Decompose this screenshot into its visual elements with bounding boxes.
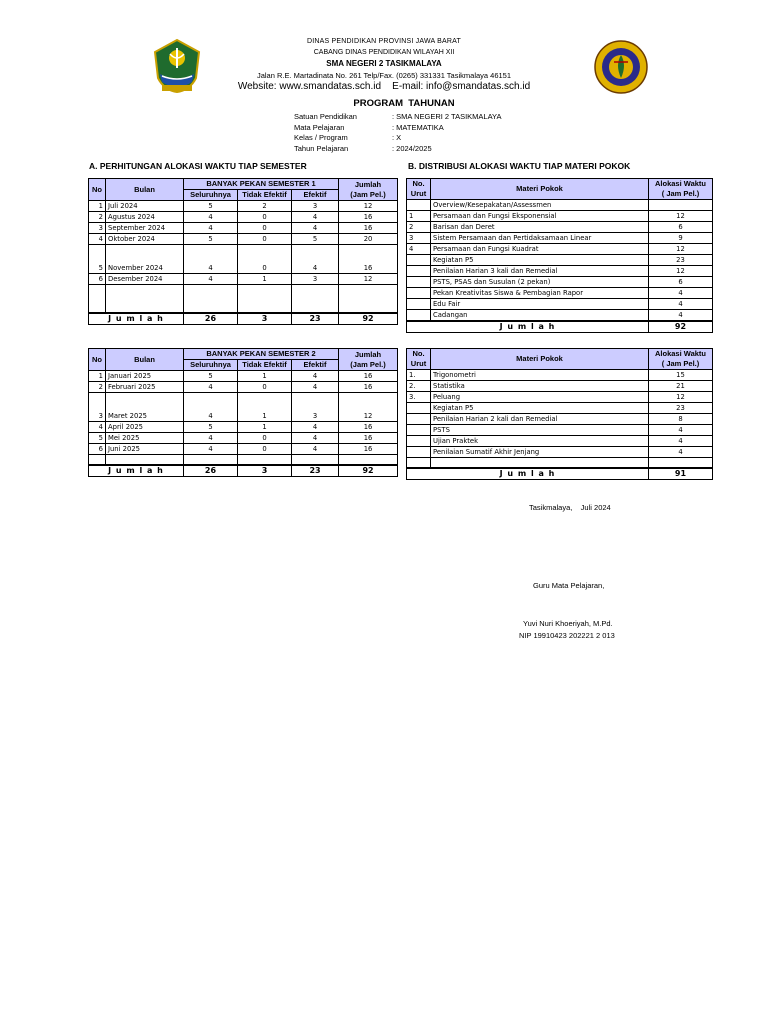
table-cell: 2 (238, 201, 292, 212)
table-cell: Barisan dan Deret (431, 222, 649, 233)
table-cell: 3. (407, 392, 431, 403)
table-row (89, 234, 398, 245)
table-cell: 4 (184, 382, 238, 393)
table-cell: PSTS, PSAS dan Susulan (2 pekan) (431, 277, 649, 288)
table-cell (649, 458, 713, 469)
table-cell (89, 402, 106, 411)
table-row (407, 436, 713, 447)
table-row (89, 382, 398, 393)
total-label: J u m l a h (89, 465, 184, 477)
total-row (89, 313, 398, 325)
table-cell: 6 (89, 444, 106, 455)
table-cell: 3 (89, 411, 106, 422)
table-row (407, 255, 713, 266)
table-cell: 16 (339, 212, 398, 223)
table-row (407, 425, 713, 436)
table-cell (407, 288, 431, 299)
table-cell (407, 277, 431, 288)
table-cell: 0 (238, 212, 292, 223)
table-row (407, 447, 713, 458)
col-banyak-pekan: BANYAK PEKAN SEMESTER 2 (184, 349, 339, 360)
table-cell (339, 402, 398, 411)
page-title: PROGRAM TAHUNAN (353, 98, 455, 109)
table-cell (407, 403, 431, 414)
table-cell: 4 (649, 299, 713, 310)
table-cell: 1 (238, 371, 292, 382)
table-cell (339, 303, 398, 313)
table-row (89, 371, 398, 382)
total-value: 26 (184, 465, 238, 477)
table-cell: 4 (184, 263, 238, 274)
table-cell: Persamaan dan Fungsi Kuadrat (431, 244, 649, 255)
table-cell: Persamaan dan Fungsi Eksponensial (431, 211, 649, 222)
table-cell (184, 303, 238, 313)
signature-role: Guru Mata Pelajaran, (533, 581, 605, 590)
table-cell (238, 294, 292, 303)
table-cell: 4 (292, 371, 339, 382)
table-cell: 1 (238, 411, 292, 422)
table-cell: 4 (184, 444, 238, 455)
table-row (407, 233, 713, 244)
table-cell (106, 285, 184, 295)
table-cell: Agustus 2024 (106, 212, 184, 223)
table-cell (89, 285, 106, 295)
col-materi-pokok: Materi Pokok (431, 179, 649, 200)
table-cell: Penilaian Harian 3 kali dan Remedial (431, 266, 649, 277)
table-cell: 5 (89, 433, 106, 444)
table-cell: 0 (238, 234, 292, 245)
col-alokasi: Alokasi Waktu ( Jam Pel.) (649, 349, 713, 370)
table-cell (292, 245, 339, 255)
table-cell: 23 (649, 255, 713, 266)
semester1-allocation-table (88, 178, 398, 325)
table-cell: 16 (339, 433, 398, 444)
table-cell: 1 (89, 201, 106, 212)
table-cell: 16 (339, 263, 398, 274)
table-cell (649, 200, 713, 211)
semester1-materi-table (406, 178, 713, 333)
total-row (407, 468, 713, 480)
col-alokasi: Alokasi Waktu ( Jam Pel.) (649, 179, 713, 200)
table-cell (89, 245, 106, 255)
table-cell: Statistika (431, 381, 649, 392)
table-cell: 1 (238, 274, 292, 285)
table-row (407, 266, 713, 277)
col-jumlah: Jumlah (Jam Pel.) (339, 349, 398, 371)
table-cell (407, 436, 431, 447)
table-cell: Juli 2024 (106, 201, 184, 212)
table-cell (89, 455, 106, 466)
table-cell: 20 (339, 234, 398, 245)
signature-name: Yuvi Nuri Khoeriyah, M.Pd. (523, 619, 613, 628)
table-cell: 4 (184, 212, 238, 223)
table-cell: September 2024 (106, 223, 184, 234)
table-row (89, 444, 398, 455)
table-cell: 5 (184, 201, 238, 212)
table-cell: 12 (649, 266, 713, 277)
total-value: 26 (184, 313, 238, 325)
total-value: 23 (292, 313, 339, 325)
table-cell: 3 (89, 223, 106, 234)
table-cell: 4 (407, 244, 431, 255)
table-cell: 2 (89, 212, 106, 223)
table-row (89, 455, 398, 466)
col-tidak-efektif: Tidak Efektif (238, 360, 292, 371)
table-row (407, 244, 713, 255)
table-cell: Kegiatan P5 (431, 255, 649, 266)
col-materi-pokok: Materi Pokok (431, 349, 649, 370)
table-cell: 4 (649, 288, 713, 299)
table-cell: 4 (292, 444, 339, 455)
table-cell (292, 285, 339, 295)
table-row (89, 402, 398, 411)
table-cell: 1 (238, 422, 292, 433)
total-value: 3 (238, 465, 292, 477)
total-label: J u m l a h (407, 321, 649, 333)
table-cell: 3 (292, 274, 339, 285)
table-row (89, 393, 398, 403)
signature-nip: NIP 19910423 202221 2 013 (519, 631, 615, 640)
table-cell: 6 (89, 274, 106, 285)
total-value: 3 (238, 313, 292, 325)
section-a-title: A. PERHITUNGAN ALOKASI WAKTU TIAP SEMESTER (89, 161, 307, 171)
table-cell: 16 (339, 371, 398, 382)
table-cell: 12 (649, 392, 713, 403)
table-cell: 16 (339, 422, 398, 433)
table-cell (89, 254, 106, 263)
table-cell: 4 (292, 422, 339, 433)
total-value: 92 (649, 321, 713, 333)
table-cell: 0 (238, 433, 292, 444)
table-cell (339, 245, 398, 255)
table-cell: Sistem Persamaan dan Pertidaksamaan Linear (431, 233, 649, 244)
table-cell: Oktober 2024 (106, 234, 184, 245)
total-label: J u m l a h (407, 468, 649, 480)
table-row (89, 263, 398, 274)
table-cell (184, 285, 238, 295)
table-cell (292, 402, 339, 411)
table-row (89, 285, 398, 295)
table-cell: 16 (339, 223, 398, 234)
table-row (89, 212, 398, 223)
table-cell (184, 393, 238, 403)
table-cell: 2 (407, 222, 431, 233)
table-cell: Pekan Kreativitas Siswa & Pembagian Rapor (431, 288, 649, 299)
table-cell: Trigonometri (431, 370, 649, 381)
table-cell (339, 254, 398, 263)
table-cell (407, 447, 431, 458)
table-cell: 4 (184, 411, 238, 422)
header-address: Jalan R.E. Martadinata No. 261 Telp/Fax. (0265) 331331 Tasikmalaya 46151 (256, 71, 512, 80)
table-cell: Overview/Kesepakatan/Assessmen (431, 200, 649, 211)
table-row (89, 223, 398, 234)
table-cell (339, 455, 398, 466)
header-contact: Website: www.smandatas.sch.id E-mail: info@smandatas.sch.id (237, 81, 531, 92)
table-cell (407, 414, 431, 425)
table-row (89, 433, 398, 444)
table-cell: 0 (238, 263, 292, 274)
table-cell: 5 (292, 234, 339, 245)
table-cell: 1. (407, 370, 431, 381)
table-cell: 2. (407, 381, 431, 392)
table-cell (407, 200, 431, 211)
table-cell: 4 (89, 234, 106, 245)
table-cell (106, 294, 184, 303)
table-cell (238, 402, 292, 411)
table-cell: 23 (649, 403, 713, 414)
table-cell (292, 303, 339, 313)
table-cell: Penilaian Sumatif Akhir Jenjang (431, 447, 649, 458)
table-cell: 4 (292, 263, 339, 274)
table-cell: Kegiatan P5 (431, 403, 649, 414)
col-no: No (89, 349, 106, 371)
table-cell: Edu Fair (431, 299, 649, 310)
table-cell (292, 393, 339, 403)
info-block (294, 112, 501, 154)
table-cell: 4 (184, 223, 238, 234)
table-cell: 6 (649, 222, 713, 233)
table-row (89, 303, 398, 313)
table-cell (184, 455, 238, 466)
table-cell: 4 (292, 433, 339, 444)
table-cell: PSTS (431, 425, 649, 436)
table-cell (106, 303, 184, 313)
table-cell: 3 (407, 233, 431, 244)
table-cell: Januari 2025 (106, 371, 184, 382)
table-cell: 0 (238, 444, 292, 455)
table-cell: 4 (292, 212, 339, 223)
table-row (89, 201, 398, 212)
table-cell (106, 393, 184, 403)
table-cell (184, 294, 238, 303)
table-cell (431, 458, 649, 469)
table-cell (407, 255, 431, 266)
table-cell (106, 254, 184, 263)
total-value: 92 (339, 313, 398, 325)
table-cell: Juni 2025 (106, 444, 184, 455)
table-cell: 12 (649, 211, 713, 222)
table-cell: 16 (339, 382, 398, 393)
table-cell: 0 (238, 382, 292, 393)
table-cell (339, 294, 398, 303)
total-value: 91 (649, 468, 713, 480)
table-row (407, 277, 713, 288)
table-cell: 4 (649, 310, 713, 322)
col-efektif: Efektif (292, 360, 339, 371)
table-cell: 8 (649, 414, 713, 425)
total-value: 92 (339, 465, 398, 477)
col-efektif: Efektif (292, 190, 339, 201)
table-cell: Penilaian Harian 2 kali dan Remedial (431, 414, 649, 425)
header-agency: DINAS PENDIDIKAN PROVINSI JAWA BARAT (307, 38, 461, 45)
table-cell: 5 (184, 234, 238, 245)
table-cell: 4 (649, 425, 713, 436)
table-row (89, 411, 398, 422)
table-cell (407, 310, 431, 322)
table-row (407, 458, 713, 469)
col-jumlah: Jumlah (Jam Pel.) (339, 179, 398, 201)
header-school-name: SMA NEGERI 2 TASIKMALAYA (326, 59, 442, 68)
table-row (89, 422, 398, 433)
table-row (407, 200, 713, 211)
table-cell: Maret 2025 (106, 411, 184, 422)
table-cell (184, 245, 238, 255)
table-cell: Desember 2024 (106, 274, 184, 285)
table-cell: 4 (292, 382, 339, 393)
info-row: Mata Pelajaran : MATEMATIKA (294, 122, 444, 132)
table-cell: 16 (339, 444, 398, 455)
col-no: No (89, 179, 106, 201)
table-cell (106, 402, 184, 411)
table-cell (407, 299, 431, 310)
table-cell (238, 303, 292, 313)
table-cell (238, 254, 292, 263)
table-cell: Ujian Praktek (431, 436, 649, 447)
table-row (407, 414, 713, 425)
col-banyak-pekan: BANYAK PEKAN SEMESTER 1 (184, 179, 339, 190)
table-row (407, 222, 713, 233)
total-value: 23 (292, 465, 339, 477)
info-row: Kelas / Program : X (294, 133, 402, 142)
table-cell: April 2025 (106, 422, 184, 433)
table-cell: 12 (339, 201, 398, 212)
col-tidak-efektif: Tidak Efektif (238, 190, 292, 201)
table-row (407, 211, 713, 222)
table-cell: 5 (89, 263, 106, 274)
table-cell: 3 (292, 201, 339, 212)
total-row (89, 465, 398, 477)
table-cell (184, 254, 238, 263)
table-cell: November 2024 (106, 263, 184, 274)
table-cell: 1 (407, 211, 431, 222)
table-cell: 5 (184, 371, 238, 382)
table-cell (89, 294, 106, 303)
table-cell: Peluang (431, 392, 649, 403)
table-cell: 3 (292, 411, 339, 422)
table-row (407, 310, 713, 322)
semester2-materi-table (406, 348, 713, 480)
table-cell (238, 455, 292, 466)
table-row (407, 299, 713, 310)
section-b-title: B. DISTRIBUSI ALOKASI WAKTU TIAP MATERI POKOK (408, 161, 631, 171)
table-cell (407, 266, 431, 277)
table-cell: Cadangan (431, 310, 649, 322)
col-no-urut: No. Urut (407, 349, 431, 370)
col-bulan: Bulan (106, 179, 184, 201)
table-cell: 12 (339, 411, 398, 422)
table-cell: 1 (89, 371, 106, 382)
table-cell: 21 (649, 381, 713, 392)
table-cell: Mei 2025 (106, 433, 184, 444)
table-cell (339, 285, 398, 295)
table-row (89, 245, 398, 255)
table-cell (292, 455, 339, 466)
header-branch: CABANG DINAS PENDIDIKAN WILAYAH XII (313, 49, 455, 56)
table-cell: 0 (238, 223, 292, 234)
table-cell: 2 (89, 382, 106, 393)
table-row (89, 254, 398, 263)
table-cell: 4 (649, 436, 713, 447)
table-cell (106, 455, 184, 466)
col-seluruhnya: Seluruhnya (184, 360, 238, 371)
signature-place-date: Tasikmalaya, Juli 2024 (529, 503, 611, 512)
semester2-allocation-table (88, 348, 398, 477)
table-row (89, 274, 398, 285)
table-cell (238, 285, 292, 295)
info-row: Tahun Pelajaran : 2024/2025 (294, 143, 432, 153)
col-no-urut: No. Urut (407, 179, 431, 200)
table-row (407, 288, 713, 299)
table-cell (292, 294, 339, 303)
table-row (407, 392, 713, 403)
table-row (407, 370, 713, 381)
table-cell (407, 425, 431, 436)
table-cell (292, 254, 339, 263)
total-row (407, 321, 713, 333)
table-cell: 12 (649, 244, 713, 255)
table-cell: 15 (649, 370, 713, 381)
table-cell (89, 393, 106, 403)
table-cell: 4 (184, 274, 238, 285)
table-cell (238, 393, 292, 403)
table-cell (238, 245, 292, 255)
col-seluruhnya: Seluruhnya (184, 190, 238, 201)
table-cell: 4 (184, 433, 238, 444)
info-row: Satuan Pendidikan : SMA NEGERI 2 TASIKMALAYA (294, 112, 502, 121)
table-cell (407, 458, 431, 469)
table-cell (184, 402, 238, 411)
table-cell: 6 (649, 277, 713, 288)
total-label: J u m l a h (89, 313, 184, 325)
table-cell (106, 245, 184, 255)
col-bulan: Bulan (106, 349, 184, 371)
table-row (407, 381, 713, 392)
table-cell: 4 (649, 447, 713, 458)
table-cell: 5 (184, 422, 238, 433)
table-cell: 4 (292, 223, 339, 234)
table-cell: 12 (339, 274, 398, 285)
table-cell (89, 303, 106, 313)
table-cell (339, 393, 398, 403)
table-cell: 9 (649, 233, 713, 244)
table-cell: 4 (89, 422, 106, 433)
table-row (407, 403, 713, 414)
table-row (89, 294, 398, 303)
table-cell: Februari 2025 (106, 382, 184, 393)
